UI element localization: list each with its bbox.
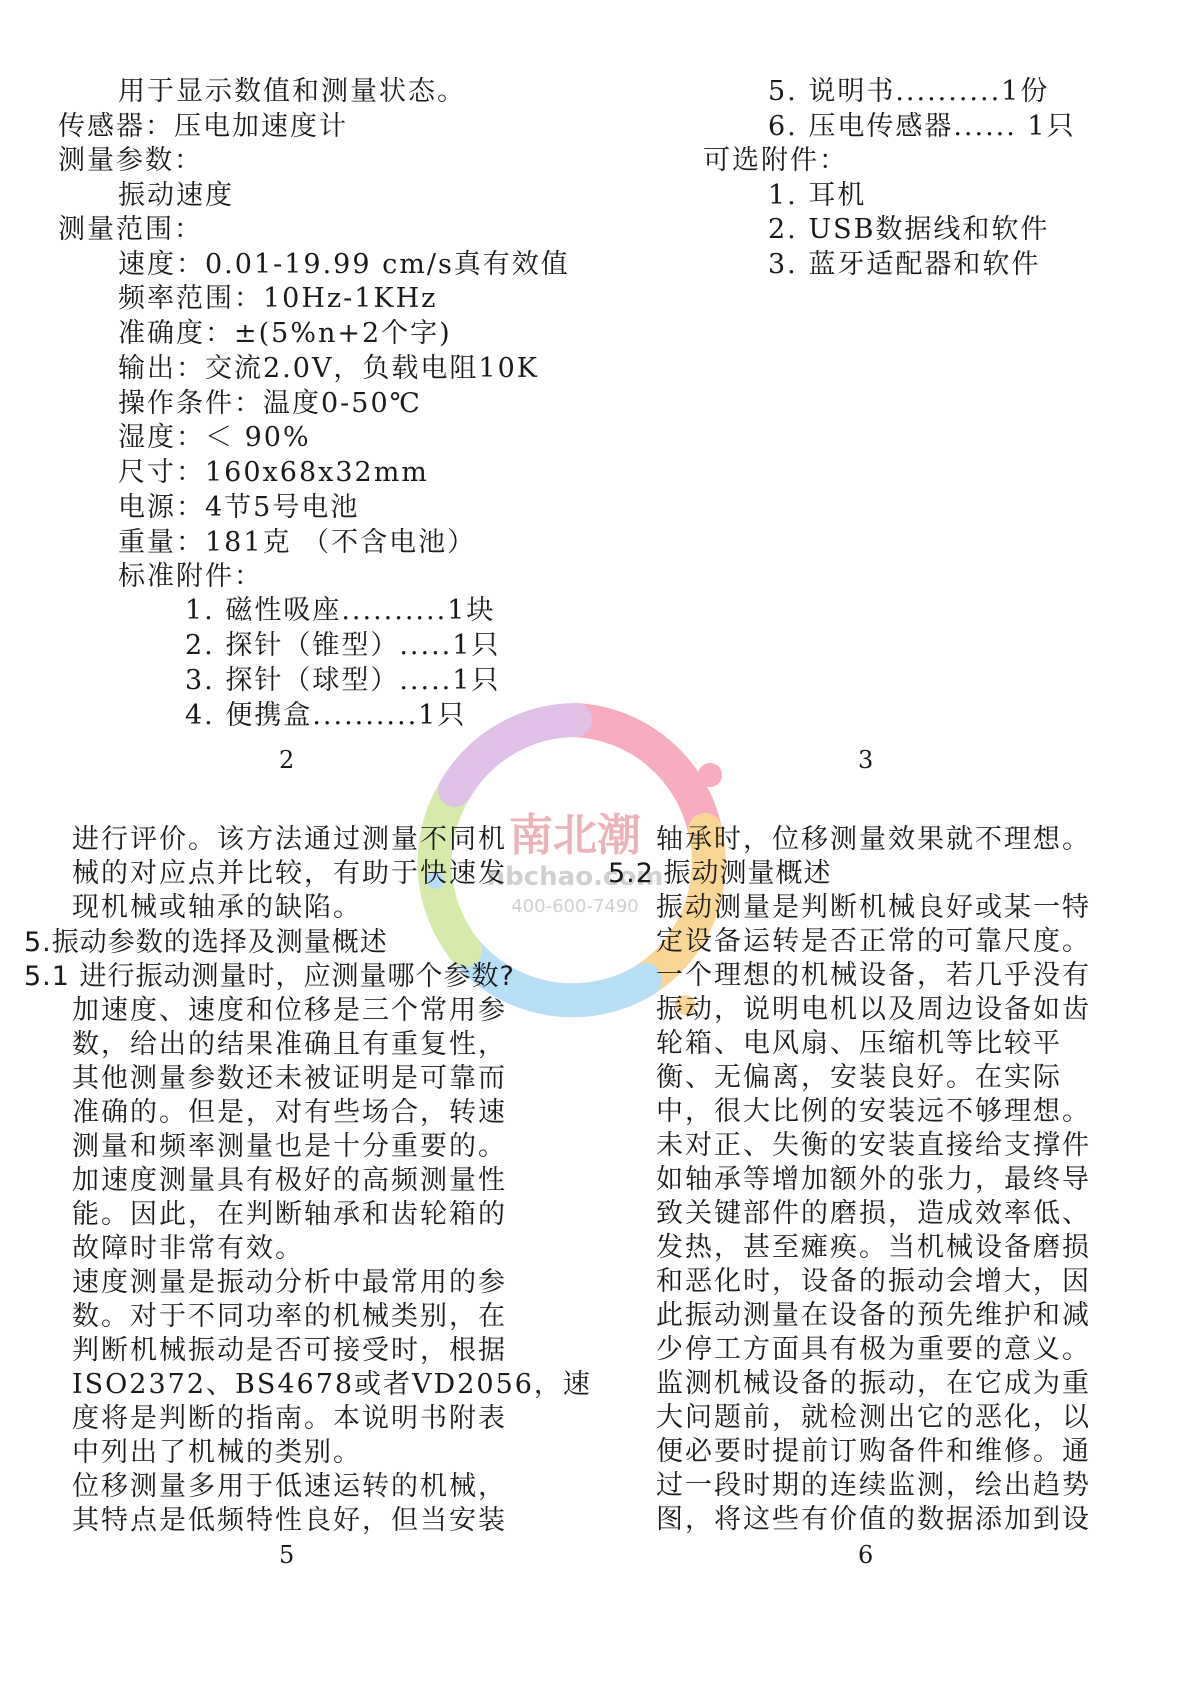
page5-line-9: 准确的。但是，对有些场合，转速 bbox=[72, 1097, 507, 1128]
svg-text:南北潮: 南北潮 bbox=[509, 810, 641, 861]
page-number-6: 6 bbox=[858, 1541, 874, 1569]
page-number-2: 2 bbox=[279, 746, 295, 774]
page2-line-14: 重量：181克 （不含电池） bbox=[118, 527, 477, 558]
page2-line-7: 频率范围：10Hz-1KHz bbox=[118, 283, 438, 314]
page2-line-12: 尺寸：160x68x32mm bbox=[118, 457, 429, 488]
page5-line-6: 加速度、速度和位移是三个常用参 bbox=[72, 995, 507, 1026]
page-number-3: 3 bbox=[858, 746, 874, 774]
page2-line-16: 1. 磁性吸座..........1块 bbox=[185, 595, 496, 626]
page6-line-9: 中，很大比例的安装远不够理想。 bbox=[656, 1096, 1091, 1127]
page2-line-19: 4. 便携盒..........1只 bbox=[185, 700, 467, 731]
page6-line-12: 致关键部件的磨损，造成效率低、 bbox=[656, 1198, 1091, 1229]
page5-line-14: 速度测量是振动分析中最常用的参 bbox=[72, 1267, 507, 1298]
page6-line-20: 过一段时期的连续监测，绘出趋势 bbox=[656, 1470, 1091, 1501]
page6-line-18: 大问题前，就检测出它的恶化，以 bbox=[656, 1402, 1091, 1433]
page5-line-1: 进行评价。该方法通过测量不同机 bbox=[72, 824, 507, 855]
page6-line-5: 一个理想的机械设备，若几乎没有 bbox=[656, 960, 1091, 991]
page6-line-6: 振动，说明电机以及周边设备如齿 bbox=[656, 994, 1091, 1025]
page2-line-9: 输出：交流2.0V，负载电阻10K bbox=[118, 353, 539, 384]
page2-line-8: 准确度：±(5%n+2个字) bbox=[118, 318, 452, 349]
page6-line-15: 此振动测量在设备的预先维护和减 bbox=[656, 1300, 1091, 1331]
section-5-1-heading: 5.1 进行振动测量时，应测量哪个参数? bbox=[24, 961, 515, 992]
page6-line-16: 少停工方面具有极为重要的意义。 bbox=[656, 1334, 1091, 1365]
page2-line-1: 用于显示数值和测量状态。 bbox=[118, 76, 466, 107]
page6-line-10: 未对正、失衡的安装直接给支撑件 bbox=[656, 1130, 1091, 1161]
page3-line-4: 1. 耳机 bbox=[768, 180, 867, 211]
page6-line-17: 监测机械设备的振动，在它成为重 bbox=[656, 1368, 1091, 1399]
page2-line-4: 振动速度 bbox=[118, 180, 234, 211]
page5-line-12: 能。因此，在判断轴承和齿轮箱的 bbox=[72, 1199, 507, 1230]
page3-line-6: 3. 蓝牙适配器和软件 bbox=[768, 249, 1041, 280]
section-5-heading: 5.振动参数的选择及测量概述 bbox=[24, 927, 388, 958]
page5-line-7: 数，给出的结果准确且有重复性， bbox=[72, 1029, 507, 1060]
page3-line-3: 可选附件： bbox=[703, 145, 848, 176]
page2-line-3: 测量参数： bbox=[58, 145, 203, 176]
svg-text:400-600-7490: 400-600-7490 bbox=[511, 896, 639, 917]
page5-line-2: 械的对应点并比较，有助于快速发 bbox=[72, 858, 507, 889]
page2-line-17: 2. 探针（锥型）.....1只 bbox=[185, 630, 501, 661]
page6-line-13: 发热，甚至瘫痪。当机械设备磨损 bbox=[656, 1232, 1091, 1263]
page3-line-2: 6. 压电传感器...... 1只 bbox=[768, 111, 1076, 142]
page5-line-19: 中列出了机械的类别。 bbox=[72, 1437, 362, 1468]
page6-line-4: 定设备运转是否正常的可靠尺度。 bbox=[656, 926, 1091, 957]
page2-line-5: 测量范围： bbox=[58, 214, 203, 245]
page3-line-5: 2. USB数据线和软件 bbox=[768, 214, 1050, 245]
page5-line-21: 其特点是低频特性良好，但当安装 bbox=[72, 1505, 507, 1536]
page2-line-6: 速度：0.01-19.99 cm/s真有效值 bbox=[118, 249, 570, 280]
page6-line-14: 和恶化时，设备的振动会增大，因 bbox=[656, 1266, 1091, 1297]
page6-line-21: 图，将这些有价值的数据添加到设 bbox=[656, 1504, 1091, 1535]
page3-line-1: 5. 说明书..........1份 bbox=[768, 76, 1050, 107]
page5-line-17: ISO2372、BS4678或者VD2056，速 bbox=[72, 1369, 592, 1400]
page6-line-19: 便必要时提前订购备件和维修。通 bbox=[656, 1436, 1091, 1467]
page2-line-11: 湿度：＜ 90% bbox=[118, 422, 311, 453]
page5-line-3: 现机械或轴承的缺陷。 bbox=[72, 892, 362, 923]
page5-line-8: 其他测量参数还未被证明是可靠而 bbox=[72, 1063, 507, 1094]
page2-line-13: 电源：4节5号电池 bbox=[118, 492, 360, 523]
page5-line-10: 测量和频率测量也是十分重要的。 bbox=[72, 1131, 507, 1162]
page2-line-15: 标准附件： bbox=[118, 561, 263, 592]
page5-line-13: 故障时非常有效。 bbox=[72, 1233, 304, 1264]
page6-line-1: 轴承时，位移测量效果就不理想。 bbox=[656, 824, 1091, 855]
page5-line-15: 数。对于不同功率的机械类别，在 bbox=[72, 1301, 507, 1332]
page5-line-18: 度将是判断的指南。本说明书附表 bbox=[72, 1403, 507, 1434]
page6-line-8: 衡、无偏离，安装良好。在实际 bbox=[656, 1062, 1062, 1093]
page5-line-16: 判断机械振动是否可接受时，根据 bbox=[72, 1335, 507, 1366]
page5-line-20: 位移测量多用于低速运转的机械， bbox=[72, 1471, 507, 1502]
page6-line-3: 振动测量是判断机械良好或某一特 bbox=[656, 892, 1091, 923]
page2-line-2: 传感器：压电加速度计 bbox=[58, 111, 348, 142]
svg-text:nbchao.com: nbchao.com bbox=[486, 862, 664, 892]
page-number-5: 5 bbox=[279, 1541, 295, 1569]
page2-line-10: 操作条件：温度0-50℃ bbox=[118, 388, 422, 419]
page5-line-11: 加速度测量具有极好的高频测量性 bbox=[72, 1165, 507, 1196]
page2-line-18: 3. 探针（球型）.....1只 bbox=[185, 665, 501, 696]
page6-line-7: 轮箱、电风扇、压缩机等比较平 bbox=[656, 1028, 1062, 1059]
section-5-2-heading: 5.2 振动测量概述 bbox=[608, 858, 832, 889]
page6-line-11: 如轴承等增加额外的张力，最终导 bbox=[656, 1164, 1091, 1195]
